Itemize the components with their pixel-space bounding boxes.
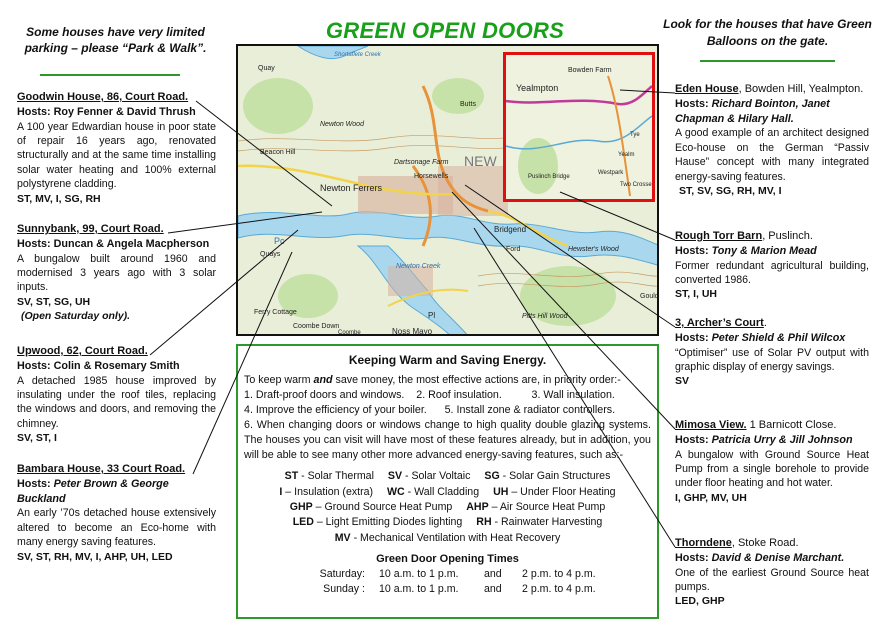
- legend-code: RH: [476, 516, 492, 529]
- legend-desc: - Wall Cladding: [404, 485, 480, 498]
- house-description: A bungalow with Ground Source Heat Pump from a single borehole to provide under floor heating and hot water.: [675, 448, 869, 490]
- legend-row: [244, 515, 651, 530]
- map-label: Yealm: [618, 152, 635, 158]
- legend-desc: - Solar Thermal: [298, 470, 374, 483]
- energy-intro-rest: save money, the most effective actions are, in priority order:-: [332, 374, 621, 387]
- divider-right: [700, 60, 835, 62]
- times-and: and: [484, 583, 502, 595]
- house-name: Mimosa View.: [675, 419, 747, 431]
- house-description: One of the earliest Ground Source heat pumps.: [675, 566, 869, 594]
- house-archers-court: [675, 316, 869, 389]
- map-label: Pl: [428, 311, 436, 320]
- legend-code: ST: [284, 470, 299, 483]
- legend-code: WC: [387, 485, 405, 498]
- energy-intro-emph: and: [313, 374, 333, 387]
- hosts-names: Roy Fenner & David Thrush: [53, 105, 196, 118]
- legend-desc: - Solar Voltaic: [402, 470, 471, 483]
- map-label: Beacon Hill: [260, 149, 296, 156]
- house-address: , Stoke Road.: [731, 537, 799, 549]
- map-label: Westpark: [598, 170, 624, 176]
- house-address: .: [763, 317, 767, 329]
- map-label: Tye: [630, 132, 640, 138]
- opening-note: (Open Saturday only).: [21, 310, 131, 323]
- map-label: Yealmpton: [516, 83, 559, 93]
- feature-legend: [244, 469, 651, 546]
- house-thorndene: [675, 536, 869, 609]
- legend-desc: – Light Emitting Diodes lighting: [313, 516, 463, 529]
- feature-codes: ST, SV, SG, RH, MV, I: [679, 184, 782, 197]
- map-label: Puslinch Bridge: [528, 174, 570, 180]
- times-am: 10 a.m. to 1 p.m.: [379, 583, 459, 595]
- house-bambara: [17, 462, 216, 564]
- hosts-label: Hosts:: [17, 359, 51, 372]
- feature-codes: SV: [675, 375, 690, 388]
- legend-row: [244, 485, 651, 500]
- house-address: , Puslinch.: [762, 230, 813, 242]
- map-label: Shortaflete Creek: [334, 52, 381, 58]
- house-upwood: [17, 344, 216, 446]
- map-label: Dartsonage Farm: [394, 159, 449, 166]
- energy-title: Keeping Warm and Saving Energy.: [348, 353, 547, 367]
- house-mimosa-view: [675, 418, 869, 505]
- hosts-label: Hosts:: [675, 244, 709, 257]
- opening-times-title: Green Door Opening Times: [376, 553, 519, 566]
- poster-title: GREEN OPEN DOORS: [325, 18, 565, 43]
- map-label: Gould: [640, 293, 659, 300]
- feature-codes: ST, I, UH: [675, 288, 718, 301]
- feature-codes: SV, ST, I: [17, 432, 57, 445]
- times-and: and: [484, 567, 502, 580]
- map-label: Newton Wood: [320, 121, 364, 128]
- divider-left: [40, 74, 180, 76]
- legend-row: [244, 500, 651, 515]
- house-address: , Bowden Hill, Yealmpton.: [738, 83, 864, 95]
- legend-code: I: [279, 485, 283, 498]
- feature-codes: LED, GHP: [675, 595, 725, 608]
- area-map: [236, 44, 659, 336]
- legend-code: SV: [387, 470, 403, 483]
- hosts-label: Hosts:: [17, 105, 51, 118]
- map-label: Coombe Down: [293, 323, 340, 330]
- energy-list-line-3: 6. When changing doors or windows change to high quality double glazing systems. The houses you can visit will have most of these features already, but in addition, you will be able to see many other more advanced energy-saving features, such as:-: [244, 419, 651, 462]
- times-pm: 2 p.m. to 4 p.m.: [522, 567, 596, 580]
- times-day: Saturday:: [319, 567, 365, 580]
- feature-codes: SV, ST, SG, UH: [17, 295, 91, 308]
- hosts-names: Peter Brown & George Buckland: [17, 477, 169, 505]
- map-label: NEW: [464, 153, 497, 169]
- legend-code: GHP: [289, 500, 313, 513]
- hosts-names: Duncan & Angela Macpherson: [53, 237, 210, 250]
- legend-desc: - Rainwater Harvesting: [491, 516, 603, 529]
- house-eden: [675, 82, 869, 198]
- house-description: A good example of an architect designed Eco-house on the German “Passiv Hause” concept with many integrated energy-saving features.: [675, 127, 869, 183]
- hosts-label: Hosts:: [675, 331, 709, 344]
- feature-codes: I, GHP, MV, UH: [675, 491, 747, 504]
- opening-times-table: [244, 567, 651, 597]
- house-goodwin: [17, 90, 216, 206]
- map-label: Ferry Cottage: [254, 309, 297, 316]
- legend-code: AHP: [466, 500, 489, 513]
- map-label: Coombe: [338, 330, 361, 336]
- legend-code: LED: [292, 516, 314, 529]
- map-label: Butts: [460, 101, 476, 108]
- balloon-note: Look for the houses that have Green Balloons on the gate.: [663, 17, 872, 48]
- hosts-label: Hosts:: [675, 551, 709, 564]
- legend-desc: - Solar Gain Structures: [499, 470, 611, 483]
- energy-body: [244, 373, 651, 463]
- house-rough-torr: [675, 229, 869, 302]
- feature-codes: SV, ST, RH, MV, I, AHP, UH, LED: [17, 550, 173, 563]
- house-description: Former redundant agricultural building, converted 1986.: [675, 259, 869, 287]
- parking-note: Some houses have very limited parking – please “Park & Walk”.: [24, 25, 207, 56]
- legend-code: MV: [334, 531, 351, 544]
- energy-list-line-2: 4. Improve the efficiency of your boiler. 5. Install zone & radiator controllers.: [244, 404, 616, 417]
- legend-desc: – Under Floor Heating: [508, 485, 616, 498]
- hosts-names: Patricia Urry & Jill Johnson: [711, 433, 853, 446]
- hosts-label: Hosts:: [17, 237, 51, 250]
- map-label: Bowden Farm: [568, 67, 612, 74]
- hosts-names: Tony & Marion Mead: [711, 244, 817, 257]
- map-label: Ford: [506, 246, 521, 253]
- map-label: Two Crosses: [620, 182, 655, 188]
- map-label: Quays: [260, 251, 281, 258]
- map-label: Pc: [274, 236, 285, 246]
- house-name: Thorndene: [675, 537, 732, 549]
- feature-codes: ST, MV, I, SG, RH: [17, 192, 101, 205]
- times-row: [244, 582, 651, 597]
- house-name: Sunnybank, 99, Court Road.: [17, 223, 164, 235]
- house-name: Bambara House, 33 Court Road.: [17, 463, 186, 475]
- house-name: Goodwin House, 86, Court Road.: [17, 91, 189, 103]
- legend-row: [244, 531, 651, 546]
- house-description: An early ’70s detached house extensively altered to become an Eco-home with many energy saving features.: [17, 507, 216, 549]
- house-name: Eden House: [675, 83, 739, 95]
- energy-list-line-1: 1. Draft-proof doors and windows. 2. Roof insulation. 3. Wall insulation.: [244, 389, 615, 402]
- hosts-names: Colin & Rosemary Smith: [53, 359, 180, 372]
- house-description: “Optimiser” use of Solar PV output with graphic display of energy savings.: [675, 346, 869, 374]
- legend-desc: – Ground Source Heat Pump: [312, 500, 453, 513]
- legend-desc: – Insulation (extra): [282, 485, 374, 498]
- times-row: [244, 567, 651, 582]
- map-label: Hewster's Wood: [568, 246, 619, 253]
- hosts-names: Peter Shield & Phil Wilcox: [711, 331, 846, 344]
- house-address: 1 Barnicott Close.: [746, 419, 837, 431]
- map-label: Bridgend: [494, 225, 527, 234]
- times-am: 10 a.m. to 1 p.m.: [379, 567, 459, 580]
- map-label: Newton Creek: [396, 263, 441, 270]
- legend-desc: - Mechanical Ventilation with Heat Recovery: [350, 531, 561, 544]
- legend-code: SG: [484, 470, 500, 483]
- hosts-label: Hosts:: [17, 477, 51, 490]
- house-description: A detached 1985 house improved by insulating under the roof tiles, replacing the windows and doors, and removing the chimney.: [17, 374, 216, 430]
- hosts-label: Hosts:: [675, 433, 709, 446]
- house-name: Rough Torr Barn: [675, 230, 763, 242]
- energy-intro: To keep warm: [244, 374, 314, 387]
- house-name: Upwood, 62, Court Road.: [17, 345, 148, 357]
- house-description: A bungalow built around 1960 and modernised 3 years ago with 3 solar inputs.: [17, 252, 216, 294]
- house-name: 3, Archer’s Court: [675, 317, 764, 329]
- times-day: Sunday :: [323, 583, 365, 595]
- map-label: Quay: [258, 65, 275, 72]
- house-description: A 100 year Edwardian house in poor state of repair 16 years ago, renovated structurally and at the same time installing solar water heating and 100% external polystyrene cladding.: [17, 120, 216, 191]
- map-label: Horsewells: [414, 173, 449, 180]
- map-inset-highlight: [503, 52, 655, 202]
- hosts-label: Hosts:: [675, 97, 709, 110]
- legend-code: UH: [493, 485, 509, 498]
- map-label: Newton Ferrers: [320, 183, 383, 193]
- legend-row: [244, 469, 651, 484]
- legend-desc: – Air Source Heat Pump: [488, 500, 606, 513]
- hosts-names: David & Denise Marchant.: [711, 551, 845, 564]
- house-sunnybank: [17, 222, 216, 323]
- map-label: Pitts Hill Wood: [522, 313, 568, 320]
- energy-info-box: [236, 344, 659, 619]
- map-label: Noss Mayo: [392, 327, 433, 336]
- times-pm: 2 p.m. to 4 p.m.: [522, 583, 596, 595]
- hosts-names: Richard Bointon, Janet Chapman & Hilary Hall.: [675, 97, 830, 125]
